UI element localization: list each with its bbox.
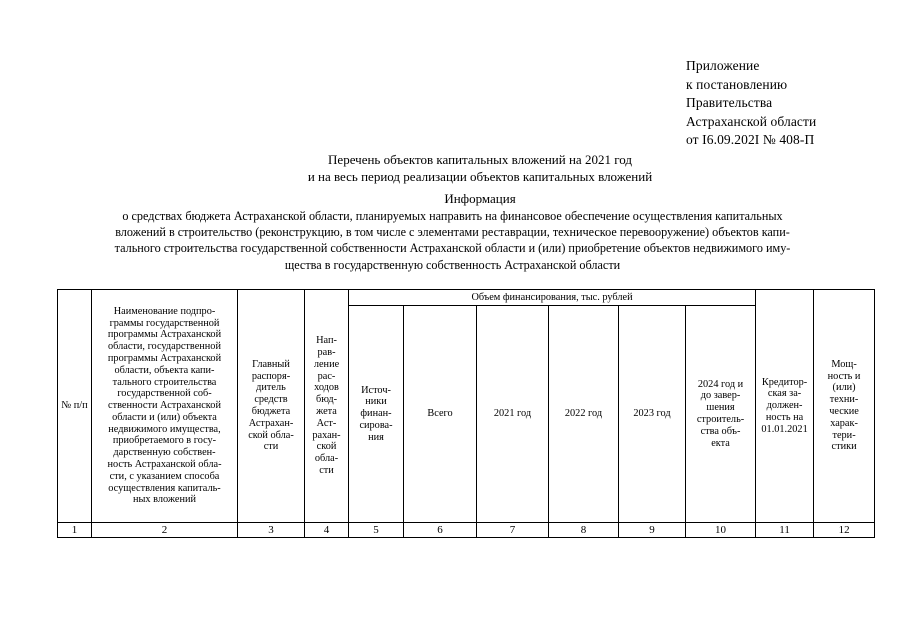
column-number: 8 xyxy=(549,523,619,538)
column-number: 6 xyxy=(404,523,477,538)
column-number: 9 xyxy=(619,523,686,538)
column-header-2021: 2021 год xyxy=(477,306,549,523)
column-number: 11 xyxy=(756,523,814,538)
appendix-line: Астраханской области xyxy=(686,113,817,129)
info-line: вложений в строительство (реконструкцию, в том числе с элементами реставрации, техническое перевооружение) объектов капи- xyxy=(115,225,790,240)
info-heading: Информация xyxy=(444,191,516,206)
column-header-2024: 2024 год и до завер- шения строитель- ства объ- екта xyxy=(686,306,756,523)
column-header-number: № п/п xyxy=(58,290,92,523)
info-line: щества в государственную собственность Астраханской области xyxy=(284,257,621,272)
appendix-line: Правительства xyxy=(686,95,773,111)
column-number: 7 xyxy=(477,523,549,538)
column-header-debt: Кредитор- ская за- должен- ность на 01.01.2021 xyxy=(756,290,814,523)
column-number: 5 xyxy=(349,523,404,538)
appendix-block xyxy=(686,57,816,150)
document-title-line: и на весь период реализации объектов капитальных вложений xyxy=(307,169,653,184)
column-number: 10 xyxy=(686,523,756,538)
column-header-2023: 2023 год xyxy=(619,306,686,523)
column-header-source: Источ- ники финан- сирова- ния xyxy=(349,306,404,523)
column-number: 3 xyxy=(238,523,305,538)
column-header-2022: 2022 год xyxy=(549,306,619,523)
document-title-line: Перечень объектов капитальных вложений на 2021 год xyxy=(328,152,632,167)
column-number: 1 xyxy=(58,523,92,538)
column-header-manager: Главный распоря- дитель средств бюджета Астрахан- ской обла- сти xyxy=(238,290,305,523)
column-group-funding: Объем финансирования, тыс. рублей xyxy=(349,290,756,306)
column-header-name: Наименование подпро- граммы государственной программы Астраханской области, государственной программы Астраханской области, объекта капи- тального строительства государственной соб- ственности Астраханской области и (или) объекта недвижимого имущества, приобретаемого в госу- дарственную собствен- ность Астраханской обла- сти, с указанием способа осуществления капиталь- ных вложений xyxy=(92,290,238,523)
appendix-date-number: от I6.09.202I № 408-П xyxy=(686,132,815,148)
column-header-capacity: Мощ- ность и (или) техни- ческие харак- тери- стики xyxy=(814,290,875,523)
capital-investments-table xyxy=(57,289,875,538)
column-number: 4 xyxy=(305,523,349,538)
info-line: о средствах бюджета Астраханской области, планируемых направить на финансовое обеспечение осуществления капитальных xyxy=(122,209,783,223)
column-header-direction: Нап- рав- ление рас- ходов бюд- жета Аст- рахан- ской обла- сти xyxy=(305,290,349,523)
appendix-line: к постановлению xyxy=(686,76,788,92)
column-number: 12 xyxy=(814,523,875,538)
column-number: 2 xyxy=(92,523,238,538)
info-line: тального строительства государственной собственности Астраханской области и (или) приобретение объектов недвижимого иму- xyxy=(114,241,791,256)
appendix-line: Приложение xyxy=(686,58,760,73)
column-header-total: Всего xyxy=(404,306,477,523)
info-paragraph xyxy=(55,208,850,273)
